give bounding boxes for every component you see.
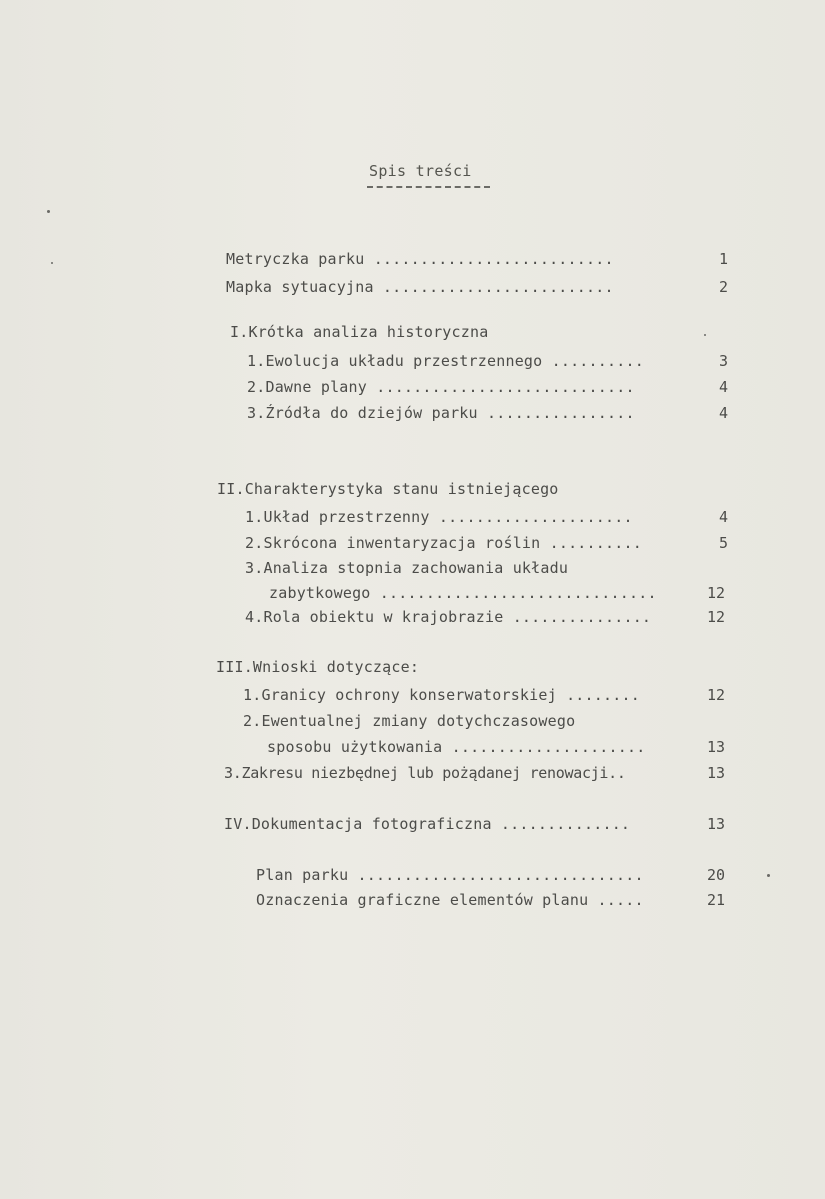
toc-entry-zakresu: 3.Zakresu niezbędnej lub pożądanej renowacji.. [224, 764, 626, 782]
paper-speck [767, 874, 770, 877]
toc-entry-granicy: 1.Granicy ochrony konserwatorskiej ........ [243, 686, 640, 704]
toc-entry-oznaczenia: Oznaczenia graficzne elementów planu ..... [256, 891, 644, 909]
paper-speck [51, 262, 53, 264]
toc-entry-inwentaryzacja: 2.Skrócona inwentaryzacja roślin .......... [245, 534, 642, 552]
paper-speck [47, 210, 50, 213]
toc-entry-zabytkowego: zabytkowego .............................. [269, 584, 657, 602]
toc-page-number: 4 [719, 378, 729, 396]
toc-page-number: 5 [719, 534, 729, 552]
toc-entry-ewolucja: 1.Ewolucja układu przestrzennego .......... [247, 352, 644, 370]
toc-entry-sposobu: sposobu użytkowania ..................... [267, 738, 646, 756]
toc-section-iv: IV.Dokumentacja fotograficzna .............. [224, 815, 631, 833]
toc-page-number: 4 [719, 404, 729, 422]
toc-entry-mapka: Mapka sytuacyjna ......................... [226, 278, 614, 296]
toc-entry-uklad: 1.Układ przestrzenny ..................... [245, 508, 633, 526]
toc-section-i: I.Krótka analiza historyczna [230, 323, 489, 341]
page-title: Spis treści [369, 162, 472, 180]
toc-entry-rola: 4.Rola obiektu w krajobrazie ............... [245, 608, 652, 626]
toc-page-number: 12 [707, 608, 726, 626]
toc-page-number: 3 [719, 352, 729, 370]
toc-entry-ewentualnej: 2.Ewentualnej zmiany dotychczasowego [243, 712, 576, 730]
toc-page-number: 12 [707, 584, 726, 602]
toc-page-number: 13 [707, 764, 726, 782]
toc-page-number: 12 [707, 686, 726, 704]
toc-section-iii: III.Wnioski dotyczące: [216, 658, 420, 676]
toc-entry-dawne-plany: 2.Dawne plany ............................ [247, 378, 635, 396]
toc-entry-metryczka: Metryczka parku .......................... [226, 250, 614, 268]
toc-page-number: 20 [707, 866, 726, 884]
toc-page-number: 21 [707, 891, 726, 909]
toc-entry-plan-parku: Plan parku ............................... [256, 866, 644, 884]
toc-page-number: 1 [719, 250, 729, 268]
paper-speck [704, 334, 706, 336]
toc-page-number: 13 [707, 815, 726, 833]
title-underline [367, 186, 490, 188]
toc-page-number: 4 [719, 508, 729, 526]
toc-page-number: 2 [719, 278, 729, 296]
toc-entry-zrodla: 3.Źródła do dziejów parku ................ [247, 404, 635, 422]
toc-section-ii: II.Charakterystyka stanu istniejącego [217, 480, 559, 498]
toc-page-number: 13 [707, 738, 726, 756]
toc-entry-analiza: 3.Analiza stopnia zachowania układu [245, 559, 569, 577]
